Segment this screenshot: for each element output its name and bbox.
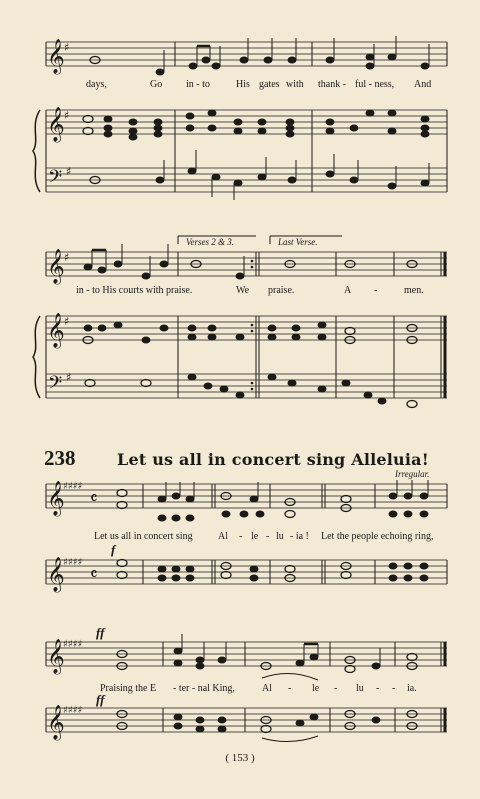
lyric: lu — [276, 531, 284, 542]
svg-text:𝄢: 𝄢 — [48, 373, 63, 398]
volta-first-ending: Verses 2 & 3. — [186, 237, 234, 247]
svg-text:♯: ♯ — [66, 165, 72, 178]
lyric: - — [334, 683, 338, 694]
svg-text:𝄞: 𝄞 — [47, 481, 65, 516]
lyric: ia. — [407, 683, 417, 694]
svg-text:♯♯♯♯: ♯♯♯♯ — [63, 481, 83, 492]
page-number: ( 153 ) — [225, 752, 255, 764]
svg-text:♯: ♯ — [66, 371, 72, 384]
lyric: - — [266, 531, 270, 542]
volta-last-ending: Last Verse. — [278, 237, 318, 247]
lyric: in - to His courts with praise. — [76, 285, 193, 296]
lyric: - — [288, 683, 292, 694]
svg-text:𝄞: 𝄞 — [47, 557, 65, 592]
dynamic-marking: ff — [96, 625, 105, 640]
svg-text:♯♯♯♯: ♯♯♯♯ — [63, 639, 83, 650]
lyric: A — [344, 285, 352, 296]
lyric: with — [286, 79, 304, 90]
staff-notation — [0, 0, 480, 200]
lyric: And — [414, 79, 432, 90]
lyric: We — [236, 285, 250, 296]
lyric: - ter - nal King, — [173, 683, 235, 694]
lyric: - — [374, 285, 378, 296]
lyric: Al — [262, 683, 272, 694]
lyric: - — [376, 683, 380, 694]
svg-text:♯: ♯ — [64, 251, 70, 264]
music-system-2 — [0, 228, 480, 418]
svg-text:♯: ♯ — [64, 109, 70, 122]
hymn-number: 238 — [44, 446, 76, 470]
lyric: thank - — [318, 79, 347, 90]
lyric: in - to — [186, 79, 210, 90]
lyric: Let us all in concert sing — [94, 531, 193, 542]
svg-text:𝄴: 𝄴 — [90, 565, 98, 585]
lyric: Go — [150, 79, 163, 90]
svg-text:𝄞: 𝄞 — [47, 39, 65, 74]
hymn-meter: Irregular. — [395, 469, 430, 479]
dynamic-marking: f — [111, 542, 116, 557]
lyric: praise. — [268, 285, 295, 296]
svg-text:𝄞: 𝄞 — [47, 639, 65, 674]
lyric: lu — [356, 683, 364, 694]
svg-text:𝄢: 𝄢 — [48, 167, 63, 192]
music-system-4 — [0, 625, 480, 746]
lyric: - — [392, 683, 396, 694]
dynamic-marking-lower: ff — [96, 692, 105, 707]
lyric: Let the people echoing ring, — [321, 531, 434, 542]
lyric: le — [312, 683, 320, 694]
lyric: - ia ! — [290, 531, 309, 542]
lyric: His — [236, 79, 250, 90]
lyric: Al — [218, 531, 228, 542]
lyric: Praising the E — [100, 683, 157, 694]
music-system-1 — [0, 0, 480, 200]
lyric: ful - ness, — [355, 79, 395, 90]
svg-text:♯♯♯♯: ♯♯♯♯ — [63, 705, 83, 716]
svg-text:𝄴: 𝄴 — [90, 489, 98, 509]
svg-text:♯: ♯ — [64, 315, 70, 328]
svg-text:♯♯♯♯: ♯♯♯♯ — [63, 557, 83, 568]
lyric: - — [239, 531, 243, 542]
svg-text:𝄞: 𝄞 — [47, 249, 65, 284]
lyric: gates — [259, 79, 280, 90]
music-system-3 — [0, 476, 480, 606]
lyric: men. — [404, 285, 424, 296]
svg-text:♯: ♯ — [64, 41, 70, 54]
lyric: days, — [86, 79, 107, 90]
svg-text:𝄞: 𝄞 — [47, 705, 65, 740]
lyric: le — [251, 531, 259, 542]
svg-text:𝄞: 𝄞 — [47, 107, 65, 142]
staff-notation — [0, 228, 480, 418]
hymn-title: Let us all in concert sing Alleluia! — [117, 450, 429, 469]
svg-text:𝄞: 𝄞 — [47, 313, 65, 348]
